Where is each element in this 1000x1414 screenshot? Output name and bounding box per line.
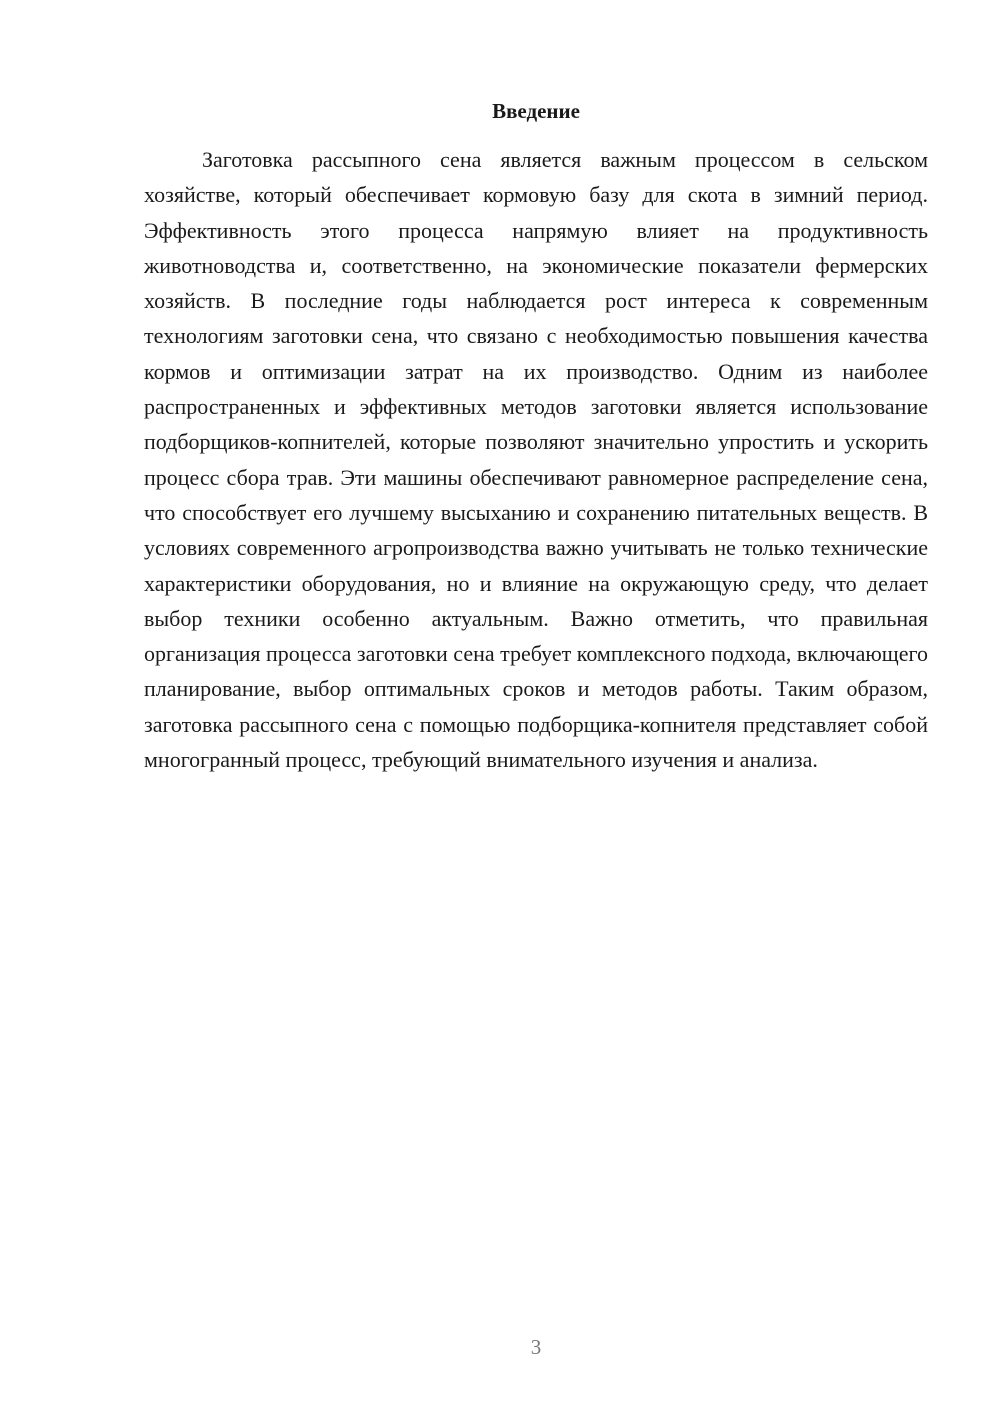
- page-number: 3: [530, 1335, 542, 1359]
- section-heading: Введение: [492, 99, 580, 123]
- introduction-paragraph: Заготовка рассыпного сена является важным процессом в сельском хозяйстве, который обеспечивает кормовую базу для скота в зимний период. Эффективность этого процесса напрямую влияет на продуктивность животноводства и, соответственно, на экономические показатели фермерских хозяйств. В последние годы наблюдается рост интереса к современным технологиям заготовки сена, что связано с необходимостью повышения качества кормов и оптимизации затрат на их производство. Одним из наиболее распространенных и эффективных методов заготовки является использование подборщиков-копнителей, которые позволяют значительно упростить и ускорить процесс сбора трав. Эти машины обеспечивают равномерное распределение сена, что способствует его лучшему высыханию и сохранению питательных веществ. В условиях современного агропроизводства важно учитывать не только технические характеристики оборудования, но и влияние на окружающую среду, что делает выбор техники особенно актуальным. Важно отметить, что правильная организация процесса заготовки сена требует комплексного подхода, включающего планирование, выбор оптимальных сроков и методов работы. Таким образом, заготовка рассыпного сена с помощью подборщика-копнителя представляет собой многогранный процесс, требующий внимательного изучения и анализа.: [144, 147, 928, 773]
